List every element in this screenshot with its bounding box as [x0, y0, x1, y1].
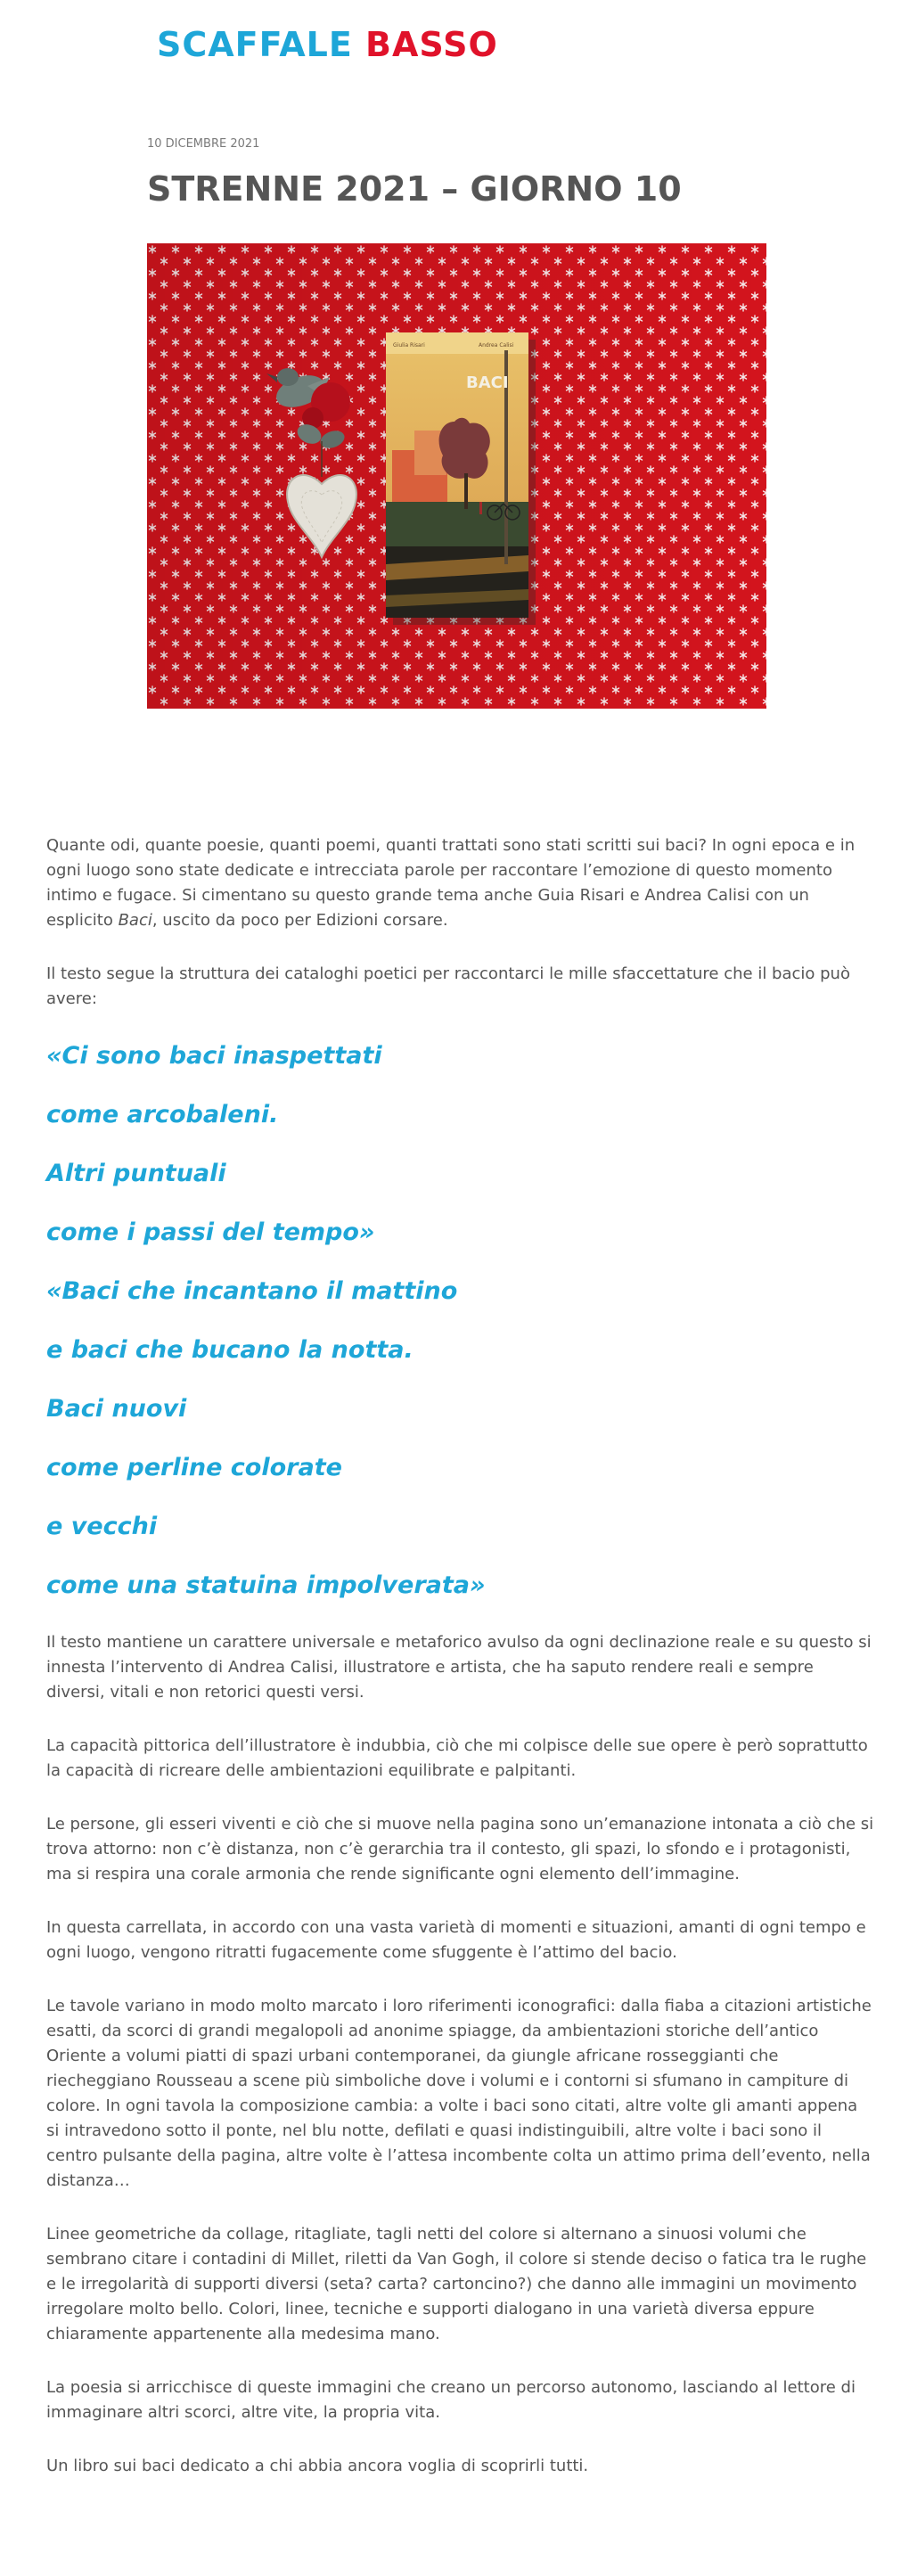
poem-quote: [46, 1040, 875, 1602]
body-paragraph: La capacità pittorica dell’illustratore è indubbia, ciò che mi colpisce delle sue opere è però soprattutto la capacità di ricreare delle ambientazioni equilibrate e palpitanti.: [46, 1736, 868, 1780]
book-illustrator-text: Andrea Calisi: [479, 342, 514, 349]
intro-paragraph-2: Il testo segue la struttura dei cataloghi poetici per raccontarci le mille sfaccettature che il bacio può avere:: [46, 964, 850, 1008]
intro-text-start: Quante odi, quante poesie, quanti poemi, quanti trattati sono stati scritti sui baci? In ogni epoca e in ogni luogo sono state dedicate e intrecciata parole per raccontare l’emozione di questo momento intimo e fugace. Si cimentano su questo grande tema anche Guia Risari e Andrea Calisi con un esplicito: [46, 836, 856, 930]
poem-line: «Ci sono baci inaspettati: [46, 1042, 382, 1070]
poem-line: Altri puntuali: [46, 1160, 226, 1187]
poem-line: Baci nuovi: [46, 1395, 187, 1423]
book-cover-title: BACI: [466, 373, 509, 392]
body-paragraph: La poesia si arricchisce di queste immagini che creano un percorso autonomo, lasciando al lettore di immaginare altri scorci, altre vite, la propria vita.: [46, 2378, 856, 2422]
post-date: 10 DICEMBRE 2021: [147, 137, 260, 151]
poem-line: come perline colorate: [46, 1454, 342, 1481]
book-cover: [386, 332, 536, 625]
body-paragraph: Le persone, gli esseri viventi e ciò che si muove nella pagina sono un’emanazione intonata a ciò che si trova attorno: non c’è distanza, non c’è gerarchia tra il contesto, gli spazi, lo sfondo e i protagonisti, ma si respira una corale armonia che rende significante ogni elemento dell’immagine.: [46, 1815, 874, 1883]
post-title: STRENNE 2021 – GIORNO 10: [147, 169, 682, 209]
intro-text-end: , uscito da poco per Edizioni corsare.: [152, 911, 448, 930]
body-paragraph: Il testo mantiene un carattere universale e metaforico avulso da ogni declinazione reale e su questo si innesta l’intervento di Andrea Calisi, illustratore e artista, che ha saputo rendere reali e sempre diversi, vitali e non retorici questi versi.: [46, 1633, 872, 1702]
site-logo[interactable]: [157, 21, 498, 68]
poem-line: come arcobaleni.: [46, 1101, 279, 1128]
body-paragraph: Un libro sui baci dedicato a chi abbia ancora voglia di scoprirli tutti.: [46, 2457, 589, 2475]
logo-word-scaffale: SCAFFALE: [157, 25, 353, 64]
body-paragraph: In questa carrellata, in accordo con una vasta varietà di momenti e situazioni, amanti di ogni tempo e ogni luogo, vengono ritratti fugacemente come sfuggente è l’attimo del bacio.: [46, 1918, 866, 1962]
book-author-text: Giulia Risari: [393, 342, 425, 349]
logo-word-basso: BASSO: [365, 25, 498, 64]
body-paragraph: Le tavole variano in modo molto marcato i loro riferimenti iconografici: dalla fiaba a citazioni artistiche esatti, da scorci di grandi megalopoli ad anonime spiagge, da ambientazioni storiche dell’antico Oriente a volumi piatti di spazi urbani contemporanei, da giungle africane rosseggianti che riecheggiano Rousseau a scene più simboliche dove i volumi e i contorni si sfumano in campiture di colore. In ogni tavola la composizione cambia: a volte i baci sono citati, altre volte gli amanti appena si intravedono sotto il ponte, nel blu notte, defilati e quasi indistinguibili, altre volte i baci sono il centro pulsante della pagina, altre volte è l’attesa incombente colta un attimo prima dell’evento, nella distanza…: [46, 1997, 872, 2190]
poem-line: e vecchi: [46, 1513, 158, 1540]
poem-line: come i passi del tempo»: [46, 1218, 375, 1246]
post-content: [46, 833, 875, 2507]
poem-line: «Baci che incantano il mattino: [46, 1277, 458, 1305]
book-title-emphasis: Baci: [118, 911, 152, 930]
intro-paragraph-1: [46, 833, 875, 933]
poem-line: e baci che bucano la notta.: [46, 1336, 414, 1364]
body-paragraph: Linee geometriche da collage, ritagliate, tagli netti del colore si alternano a sinuosi volumi che sembrano citare i contadini di Millet, riletti da Van Gogh, il colore si stende deciso o fatica tra le rughe e le irregolarità di supporti diversi (seta? carta? cartoncino?) che danno alle immagini un movimento irregolare molto bello. Colori, linee, tecniche e supporti dialogano in una varietà diversa eppure chiaramente appartenente alla medesima mano.: [46, 2225, 867, 2343]
featured-image: [147, 243, 766, 709]
poem-line: come una statuina impolverata»: [46, 1571, 486, 1599]
